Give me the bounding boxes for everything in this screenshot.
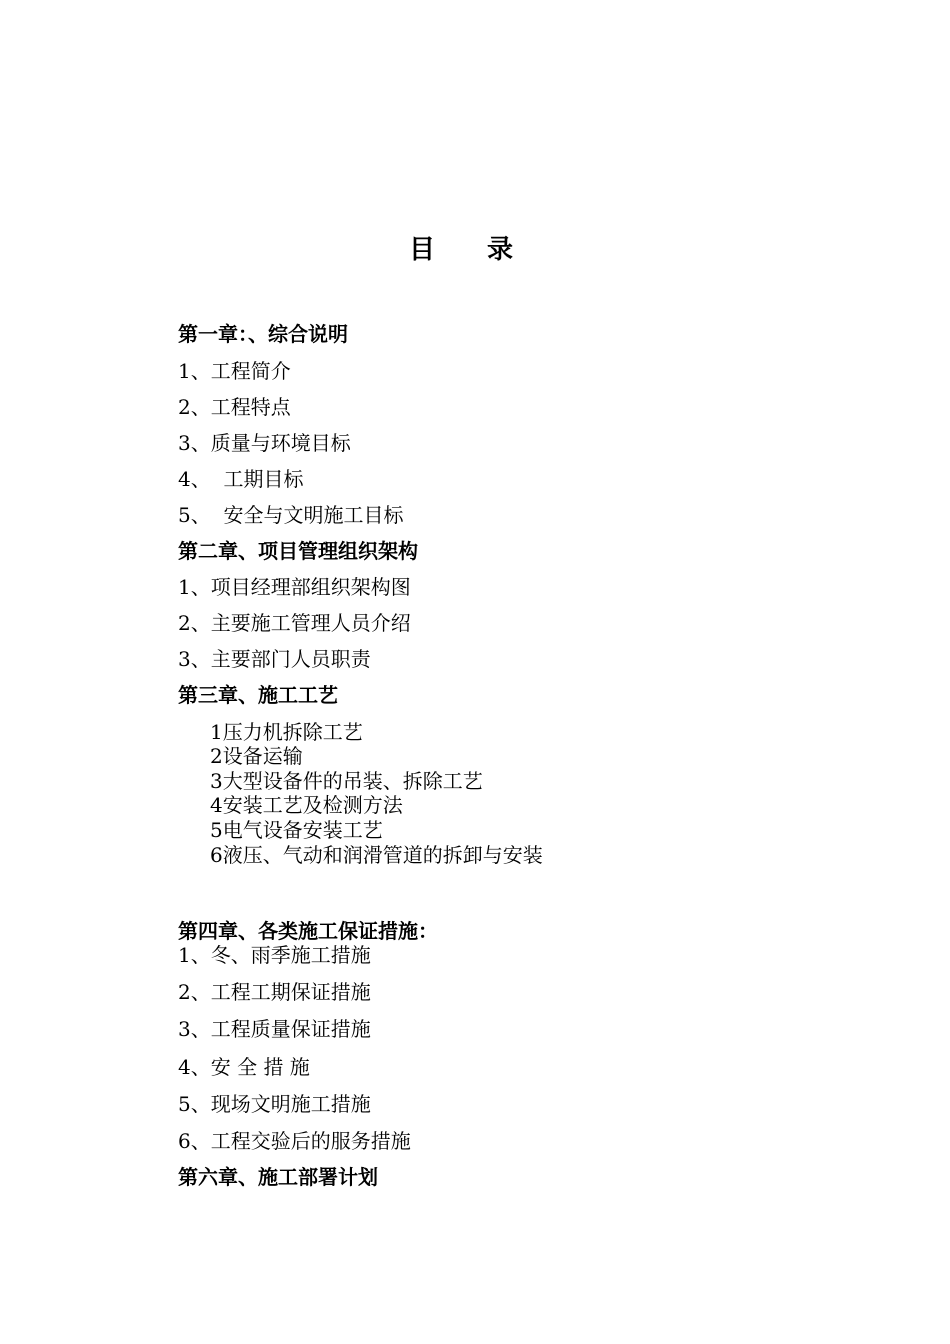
chapter-1-item-3: 3、质量与环境目标 xyxy=(178,431,351,455)
chapter-1-item-2: 2、工程特点 xyxy=(178,395,291,419)
toc-title: 目录 xyxy=(408,235,565,265)
chapter-2-heading: 第二章、项目管理组织架构 xyxy=(178,539,418,563)
chapter-3-item-2: 2设备运输 xyxy=(210,744,303,768)
chapter-1-item-5: 5、 安全与文明施工目标 xyxy=(178,503,404,527)
chapter-4-item-5: 5、现场文明施工措施 xyxy=(178,1092,371,1116)
chapter-4-item-4: 4、安 全 措 施 xyxy=(178,1055,310,1079)
chapter-3-heading: 第三章、施工工艺 xyxy=(178,683,338,707)
chapter-1-heading: 第一章：、综合说明 xyxy=(178,322,348,346)
chapter-4-item-3: 3、工程质量保证措施 xyxy=(178,1017,371,1041)
chapter-4-heading: 第四章、各类施工保证措施： xyxy=(178,919,438,943)
chapter-3-item-3: 3大型设备件的吊装、拆除工艺 xyxy=(210,769,483,793)
chapter-2-item-2: 2、主要施工管理人员介绍 xyxy=(178,611,411,635)
chapter-4-item-6: 6、工程交验后的服务措施 xyxy=(178,1129,411,1153)
chapter-3-item-5: 5电气设备安装工艺 xyxy=(210,818,383,842)
chapter-3-item-4: 4安装工艺及检测方法 xyxy=(210,793,403,817)
chapter-4-item-2: 2、工程工期保证措施 xyxy=(178,980,371,1004)
chapter-6-heading: 第六章、施工部署计划 xyxy=(178,1165,378,1189)
chapter-4-item-1: 1、冬、雨季施工措施 xyxy=(178,943,371,967)
chapter-1-item-1: 1、工程简介 xyxy=(178,359,291,383)
chapter-3-item-1: 1压力机拆除工艺 xyxy=(210,720,363,744)
chapter-1-item-4: 4、 工期目标 xyxy=(178,467,304,491)
chapter-3-item-6: 6液压、气动和润滑管道的拆卸与安装 xyxy=(210,843,543,867)
chapter-2-item-3: 3、主要部门人员职责 xyxy=(178,647,371,671)
chapter-2-item-1: 1、项目经理部组织架构图 xyxy=(178,575,411,599)
